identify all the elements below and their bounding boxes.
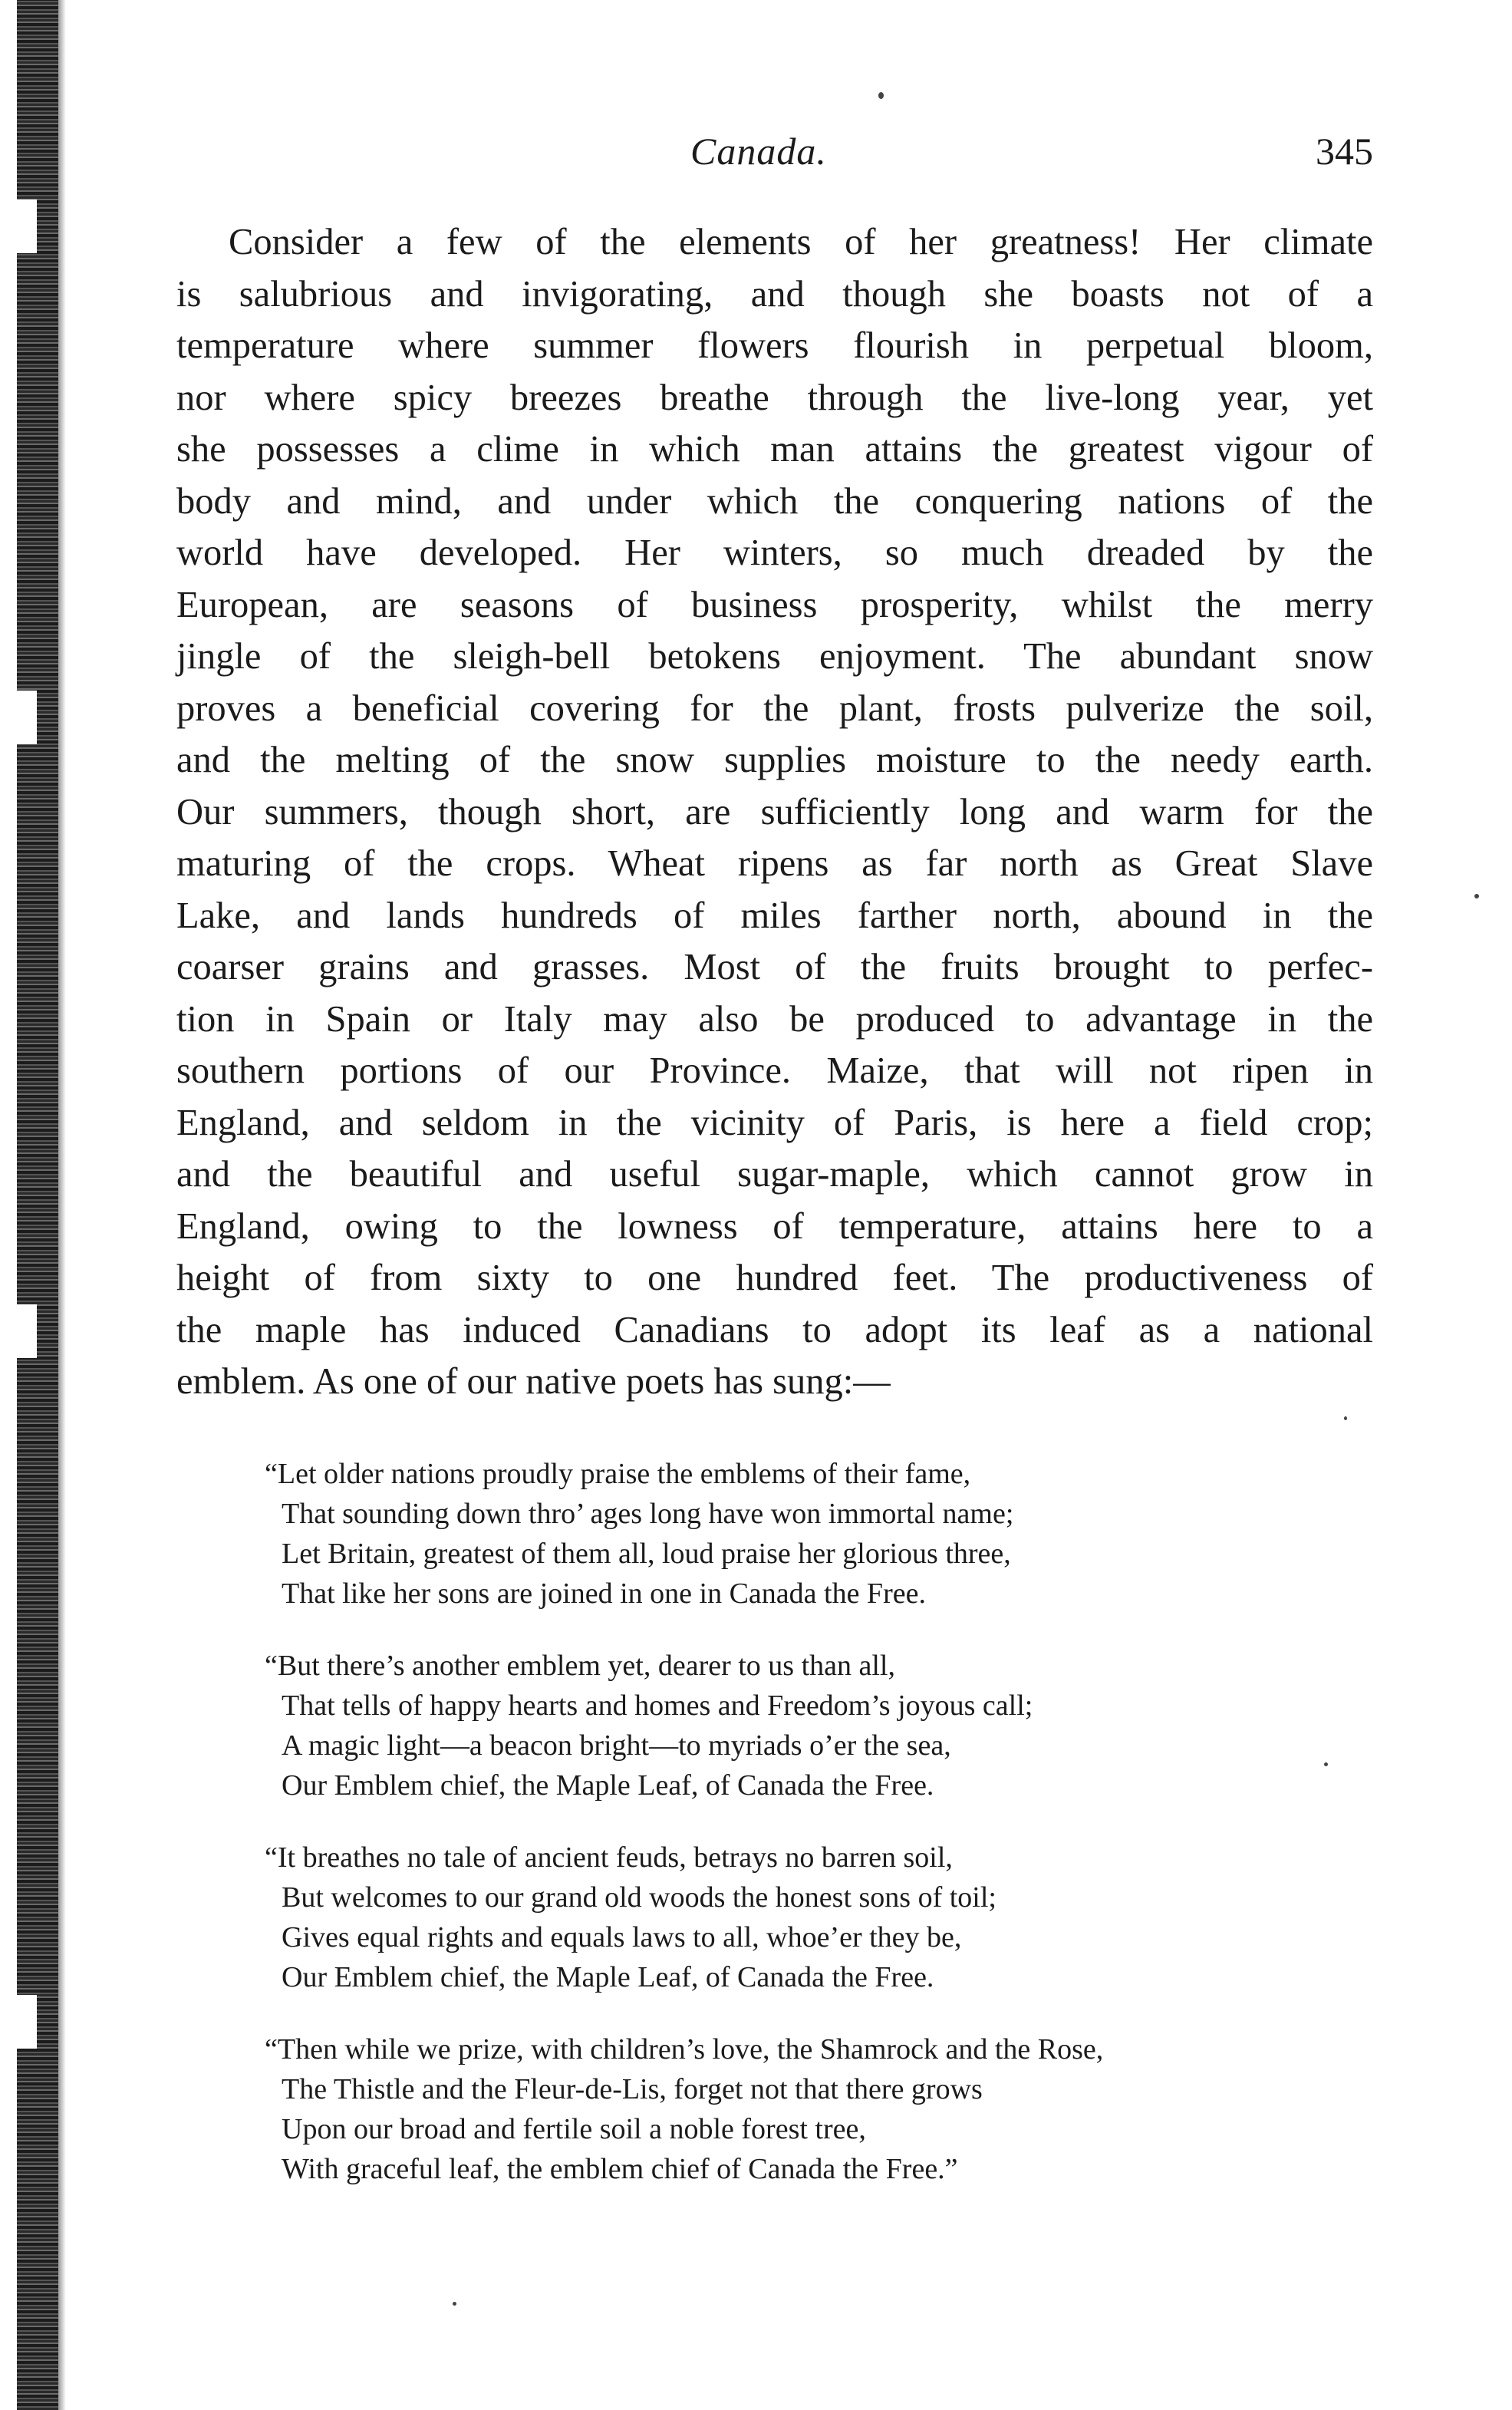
scan-speck [878,92,884,99]
scan-speck [1474,894,1479,898]
verse-line: That sounding down thro’ ages long have won immortal name; [282,1498,1014,1530]
paragraph-line: temperature where summer flowers flourish in perpetual bloom, [176,325,1373,366]
paragraph-line: nor where spicy breezes breathe through the live-long year, yet [176,377,1373,418]
verse-line: Our Emblem chief, the Maple Leaf, of Canada the Free. [282,1769,934,1802]
binding-shadow [58,0,66,2410]
verse-line: A magic light—a beacon bright—to myriads o’er the sea, [282,1729,951,1762]
verse-line: “Then while we prize, with children’s love, the Shamrock and the Rose, [265,2033,1104,2065]
paragraph-line: she possesses a clime in which man attains the greatest vigour of [176,429,1373,470]
paragraph-line: Consider a few of the elements of her greatness! Her climate [229,222,1373,262]
binding-notch [15,1995,37,2049]
poem-stanza [265,2029,1354,2189]
verse-line: The Thistle and the Fleur-de-Lis, forget not that there grows [282,2073,983,2105]
paragraph-line: world have developed. Her winters, so much dreaded by the [176,532,1373,573]
scan-speck [453,2302,456,2306]
verse-line: But welcomes to our grand old woods the honest sons of toil; [282,1881,996,1914]
verse-line: With graceful leaf, the emblem chief of Canada the Free.” [282,2153,958,2185]
paragraph-line: emblem. As one of our native poets has sung:— [176,1361,891,1402]
verse-line: Gives equal rights and equals laws to all, whoe’er they be, [282,1921,962,1953]
verse-line: That tells of happy hearts and homes and Freedom’s joyous call; [282,1690,1033,1722]
paragraph-line: Our summers, though short, are sufficiently long and warm for the [176,791,1373,832]
paragraph-line: and the melting of the snow supplies moisture to the needy earth. [176,740,1373,780]
body-paragraph [176,216,1373,1408]
paragraph-line: European, are seasons of business prosperity, whilst the merry [176,584,1373,625]
paragraph-line: Lake, and lands hundreds of miles farther north, abound in the [176,895,1373,936]
paragraph-line: coarser grains and grasses. Most of the fruits brought to perfec- [176,947,1373,987]
binding-notch [15,691,37,744]
running-title: Canada. [690,130,827,173]
scan-speck [1344,1416,1347,1420]
paragraph-line: body and mind, and under which the conquering nations of the [176,480,1373,522]
verse-line: Upon our broad and fertile soil a noble forest tree, [282,2113,866,2145]
poem-stanza [265,1454,1354,1614]
verse-line: “Let older nations proudly praise the emblems of their fame, [265,1458,971,1490]
poem-stanza [265,1646,1354,1805]
binding-notch [15,199,37,253]
page-header [176,129,1373,178]
paragraph-line: maturing of the crops. Wheat ripens as far north as Great Slave [176,843,1373,884]
verse-line: Let Britain, greatest of them all, loud praise her glorious three, [282,1538,1011,1570]
paragraph-line: southern portions of our Province. Maize, that will not ripen in [176,1050,1373,1091]
paragraph-line: height of from sixty to one hundred feet. The productiveness of [176,1258,1373,1298]
paragraph-line: jingle of the sleigh-bell betokens enjoyment. The abundant snow [176,636,1373,677]
binding-notch [15,1304,37,1358]
paragraph-line: England, and seldom in the vicinity of Paris, is here a field crop; [176,1102,1373,1143]
paragraph-line: tion in Spain or Italy may also be produced to advantage in the [176,998,1373,1040]
paragraph-line: proves a beneficial covering for the plant, frosts pulverize the soil, [176,687,1373,729]
verse-line: That like her sons are joined in one in Canada the Free. [282,1578,926,1610]
verse-line: “It breathes no tale of ancient feuds, betrays no barren soil, [265,1841,953,1874]
paragraph-line: England, owing to the lowness of temperature, attains here to a [176,1205,1373,1247]
paragraph-line: and the beautiful and useful sugar-maple, which cannot grow in [176,1154,1373,1195]
scan-speck [1324,1762,1328,1766]
verse-line: “But there’s another emblem yet, dearer to us than all, [265,1650,895,1682]
paragraph-line: is salubrious and invigorating, and though she boasts not of a [176,273,1373,315]
page-number: 345 [1316,130,1373,173]
poem-stanza [265,1838,1354,1997]
paragraph-line: the maple has induced Canadians to adopt its leaf as a national [176,1309,1373,1350]
verse-line: Our Emblem chief, the Maple Leaf, of Canada the Free. [282,1961,934,1993]
